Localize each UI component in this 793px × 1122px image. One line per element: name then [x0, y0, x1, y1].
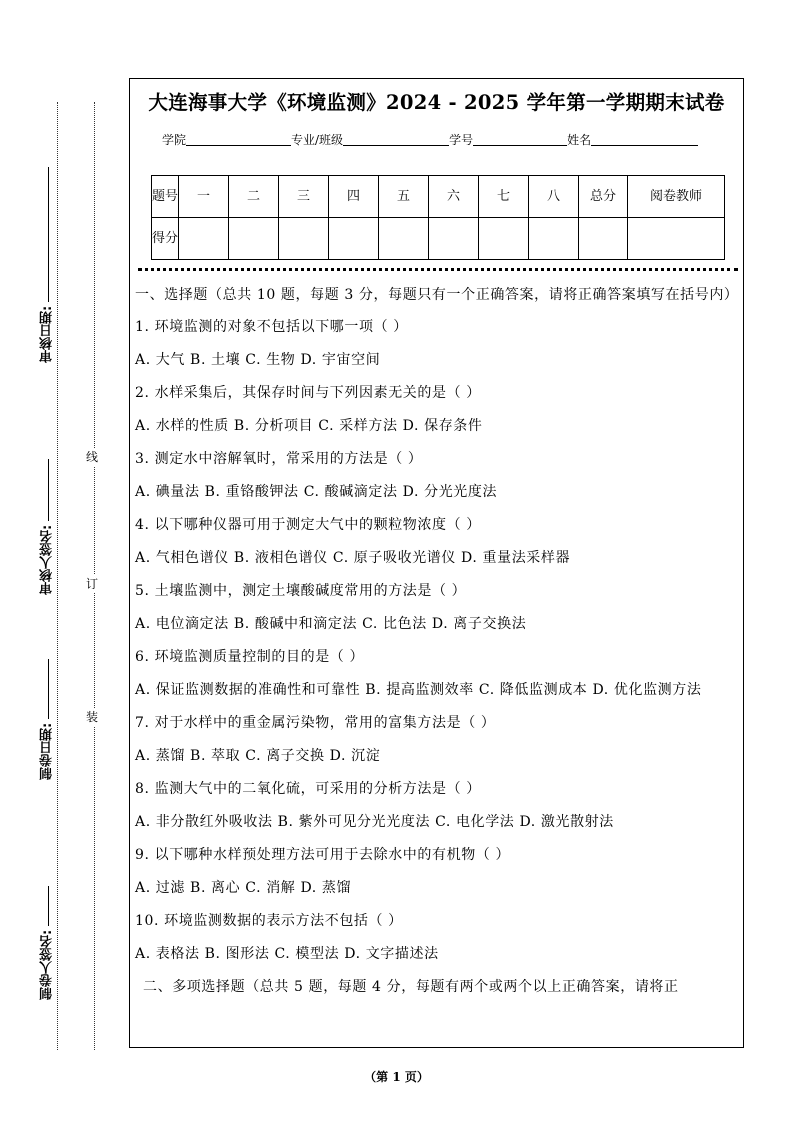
col-header-grader: 阅卷教师	[628, 176, 725, 218]
question-9-options: A. 过滤 B. 离心 C. 消解 D. 蒸馏	[135, 880, 352, 896]
col-header-4: 四	[329, 176, 379, 218]
row-header-question-no: 题号	[152, 176, 179, 218]
score-table	[151, 175, 725, 260]
setter-sign-field	[36, 870, 60, 1000]
col-header-7: 七	[479, 176, 529, 218]
score-cell-3[interactable]	[279, 218, 329, 260]
question-1-options: A. 大气 B. 土壤 C. 生物 D. 宇宙空间	[135, 352, 381, 368]
major-class-field[interactable]	[343, 133, 449, 146]
col-header-total: 总分	[579, 176, 628, 218]
cut-line-mark-mid: 订	[86, 577, 99, 591]
cut-line-mark-bottom: 装	[86, 710, 99, 724]
reviewer-date-label: 审核日期:	[40, 305, 55, 363]
student-id-label: 学号	[449, 133, 474, 147]
question-3-options: A. 碘量法 B. 重铬酸钾法 C. 酸碱滴定法 D. 分光光度法	[135, 484, 498, 500]
col-header-3: 三	[279, 176, 329, 218]
score-cell-7[interactable]	[479, 218, 529, 260]
section2-heading: 二、多项选择题（总共 5 题，每题 4 分，每题有两个或两个以上正确答案，请将正	[143, 979, 679, 995]
question-1: 1. 环境监测的对象不包括以下哪一项（ ）	[135, 319, 408, 335]
page-number: （第 1 页）	[364, 1070, 429, 1084]
reviewer-date-field	[36, 158, 60, 363]
question-8: 8. 监测大气中的二氧化硫，可采用的分析方法是（ ）	[135, 781, 481, 797]
score-cell-1[interactable]	[179, 218, 229, 260]
question-10: 10. 环境监测数据的表示方法不包括（ ）	[135, 913, 403, 929]
student-info-row	[162, 131, 698, 148]
question-6: 6. 环境监测质量控制的目的是（ ）	[135, 649, 365, 665]
setter-sign-line	[47, 886, 49, 926]
score-table-score-row	[152, 218, 725, 260]
exam-content	[135, 284, 739, 998]
question-6-options: A. 保证监测数据的准确性和可靠性 B. 提高监测效率 C. 降低监测成本 D. 优化监测方法	[135, 682, 702, 698]
question-5: 5. 土壤监测中，测定土壤酸碱度常用的方法是（ ）	[135, 583, 467, 599]
reviewer-date-line	[47, 167, 49, 302]
row-header-score: 得分	[152, 218, 179, 260]
col-header-8: 八	[529, 176, 579, 218]
college-field[interactable]	[186, 133, 291, 146]
college-label: 学院	[162, 133, 187, 147]
reviewer-sign-line	[47, 459, 49, 521]
col-header-1: 一	[179, 176, 229, 218]
student-id-field[interactable]	[473, 133, 567, 146]
cut-line-mark-top: 线	[86, 450, 99, 464]
question-5-options: A. 电位滴定法 B. 酸碱中和滴定法 C. 比色法 D. 离子交换法	[135, 616, 527, 632]
question-8-options: A. 非分散红外吸收法 B. 紫外可见分光光度法 C. 电化学法 D. 激光散射法	[135, 814, 614, 830]
score-cell-4[interactable]	[329, 218, 379, 260]
question-10-options: A. 表格法 B. 图形法 C. 模型法 D. 文字描述法	[135, 946, 439, 962]
score-cell-total[interactable]	[579, 218, 628, 260]
setter-date-line	[47, 659, 49, 719]
name-label: 姓名	[567, 133, 592, 147]
major-class-label: 专业/班级	[291, 133, 344, 147]
binding-margin	[0, 0, 128, 1122]
setter-date-field	[36, 640, 60, 780]
section1-heading: 一、选择题（总共 10 题，每题 3 分，每题只有一个正确答案，请将正确答案填写在括号内）	[135, 287, 739, 303]
section-separator	[138, 268, 738, 271]
col-header-5: 五	[379, 176, 429, 218]
question-2: 2. 水样采集后，其保存时间与下列因素无关的是（ ）	[135, 385, 481, 401]
question-4-options: A. 气相色谱仪 B. 液相色谱仪 C. 原子吸收光谱仪 D. 重量法采样器	[135, 550, 571, 566]
question-2-options: A. 水样的性质 B. 分析项目 C. 采样方法 D. 保存条件	[135, 418, 483, 434]
score-cell-5[interactable]	[379, 218, 429, 260]
score-table-header-row	[152, 176, 725, 218]
setter-sign-label: 制卷人签名:	[40, 929, 55, 1000]
score-cell-8[interactable]	[529, 218, 579, 260]
question-4: 4. 以下哪种仪器可用于测定大气中的颗粒物浓度（ ）	[135, 517, 481, 533]
exam-title: 大连海事大学《环境监测》2024 - 2025 学年第一学期期末试卷	[148, 91, 725, 114]
question-7: 7. 对于水样中的重金属污染物，常用的富集方法是（ ）	[135, 715, 496, 731]
col-header-6: 六	[429, 176, 479, 218]
reviewer-sign-field	[36, 445, 60, 595]
question-9: 9. 以下哪种水样预处理方法可用于去除水中的有机物（ ）	[135, 847, 511, 863]
setter-date-label: 制卷日期:	[40, 722, 55, 780]
score-cell-2[interactable]	[229, 218, 279, 260]
name-field[interactable]	[591, 133, 698, 146]
question-3: 3. 测定水中溶解氧时，常采用的方法是（ ）	[135, 451, 423, 467]
exam-page-frame	[129, 78, 744, 1048]
question-7-options: A. 蒸馏 B. 萃取 C. 离子交换 D. 沉淀	[135, 748, 381, 764]
score-cell-6[interactable]	[429, 218, 479, 260]
score-cell-grader[interactable]	[628, 218, 725, 260]
reviewer-sign-label: 审核人签名:	[40, 524, 55, 595]
col-header-2: 二	[229, 176, 279, 218]
